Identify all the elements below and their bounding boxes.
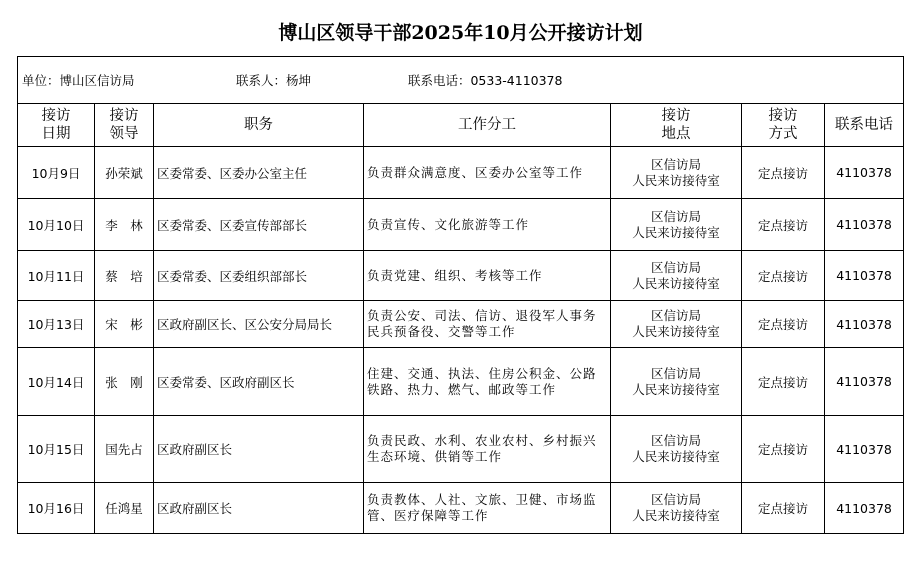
info-cell: [18, 57, 904, 104]
position-cell: 区委常委、区委办公室主任: [154, 147, 364, 199]
table-row: [18, 199, 904, 251]
method-cell: 定点接访: [742, 483, 825, 534]
place-cell: [611, 348, 742, 416]
position-cell: 区政府副区长: [154, 483, 364, 534]
header-phone: 联系电话: [825, 104, 904, 147]
duty-cell: 负责公安、司法、信访、退役军人事务民兵预备役、交警等工作: [364, 301, 611, 348]
place-line-2: 人民来访接待室: [632, 508, 720, 523]
position-cell: 区政府副区长、区公安分局局长: [154, 301, 364, 348]
table-row: [18, 348, 904, 416]
place-line-1: 区信访局: [650, 259, 701, 275]
place-line-2: 人民来访接待室: [632, 381, 720, 397]
unit-label: 单位：博山区信访局: [22, 73, 135, 88]
place-cell: [611, 147, 742, 199]
leader-cell: 宋 彬: [95, 301, 154, 348]
duty-cell: 住建、交通、执法、住房公积金、公路铁路、热力、燃气、邮政等工作: [364, 348, 611, 416]
date-cell: 10月9日: [18, 147, 95, 199]
place-line-2: 人民来访接待室: [632, 172, 720, 188]
leader-cell: 任鸿星: [95, 483, 154, 534]
method-cell: 定点接访: [742, 251, 825, 301]
date-cell: 10月10日: [18, 199, 95, 251]
date-cell: 10月16日: [18, 483, 95, 534]
date-cell: 10月13日: [18, 301, 95, 348]
table-row: [18, 147, 904, 199]
position-cell: 区委常委、区政府副区长: [154, 348, 364, 416]
phone-cell: 4110378: [825, 251, 904, 301]
place-line-1: 区信访局: [650, 433, 701, 448]
schedule-table: [17, 56, 904, 534]
header-duty: 工作分工: [364, 104, 611, 147]
phone-cell: 4110378: [825, 416, 904, 483]
method-cell: 定点接访: [742, 199, 825, 251]
method-cell: 定点接访: [742, 416, 825, 483]
position-cell: 区委常委、区委宣传部部长: [154, 199, 364, 251]
date-cell: 10月15日: [18, 416, 95, 483]
duty-cell: 负责宣传、文化旅游等工作: [364, 199, 611, 251]
place-line-2: 人民来访接待室: [632, 275, 720, 291]
contact-label: 联系人：杨坤: [235, 73, 311, 88]
header-row: [18, 104, 904, 147]
leader-cell: 孙荣斌: [95, 147, 154, 199]
place-line-1: 区信访局: [650, 365, 701, 381]
place-line-2: 人民来访接待室: [632, 449, 720, 464]
place-line-1: 区信访局: [650, 156, 701, 172]
place-line-2: 人民来访接待室: [632, 324, 720, 339]
schedule-rows: [18, 147, 904, 534]
position-cell: 区委常委、区委组织部部长: [154, 251, 364, 301]
header-date: 接访 日期: [18, 104, 95, 147]
leader-cell: 蔡 培: [95, 251, 154, 301]
table-row: [18, 251, 904, 301]
place-cell: [611, 483, 742, 534]
leader-cell: 李 林: [95, 199, 154, 251]
phone-cell: 4110378: [825, 348, 904, 416]
method-cell: 定点接访: [742, 348, 825, 416]
duty-cell: 负责党建、组织、考核等工作: [364, 251, 611, 301]
table-row: [18, 301, 904, 348]
position-cell: 区政府副区长: [154, 416, 364, 483]
place-line-1: 区信访局: [650, 208, 701, 224]
phone-cell: 4110378: [825, 199, 904, 251]
phone-cell: 4110378: [825, 147, 904, 199]
duty-cell: 负责教体、人社、文旅、卫健、市场监管、医疗保障等工作: [364, 483, 611, 534]
method-cell: 定点接访: [742, 147, 825, 199]
page-title: 博山区领导干部2025年10月公开接访计划: [278, 22, 643, 44]
phone-label: 联系电话：0533-4110378: [407, 73, 563, 88]
place-cell: [611, 199, 742, 251]
method-cell: 定点接访: [742, 301, 825, 348]
place-line-1: 区信访局: [650, 308, 701, 323]
place-cell: [611, 416, 742, 483]
place-cell: [611, 251, 742, 301]
place-cell: [611, 301, 742, 348]
phone-cell: 4110378: [825, 483, 904, 534]
table-row: [18, 416, 904, 483]
header-position: 职务: [154, 104, 364, 147]
header-method: 接访 方式: [742, 104, 825, 147]
place-line-2: 人民来访接待室: [632, 224, 720, 240]
phone-cell: 4110378: [825, 301, 904, 348]
date-cell: 10月11日: [18, 251, 95, 301]
table-row: [18, 483, 904, 534]
place-line-1: 区信访局: [650, 492, 701, 507]
header-place: 接访 地点: [611, 104, 742, 147]
duty-cell: 负责民政、水利、农业农村、乡村振兴生态环境、供销等工作: [364, 416, 611, 483]
duty-cell: 负责群众满意度、区委办公室等工作: [364, 147, 611, 199]
header-leader: 接访 领导: [95, 104, 154, 147]
info-row: [18, 57, 904, 104]
date-cell: 10月14日: [18, 348, 95, 416]
leader-cell: 张 刚: [95, 348, 154, 416]
leader-cell: 国先占: [95, 416, 154, 483]
